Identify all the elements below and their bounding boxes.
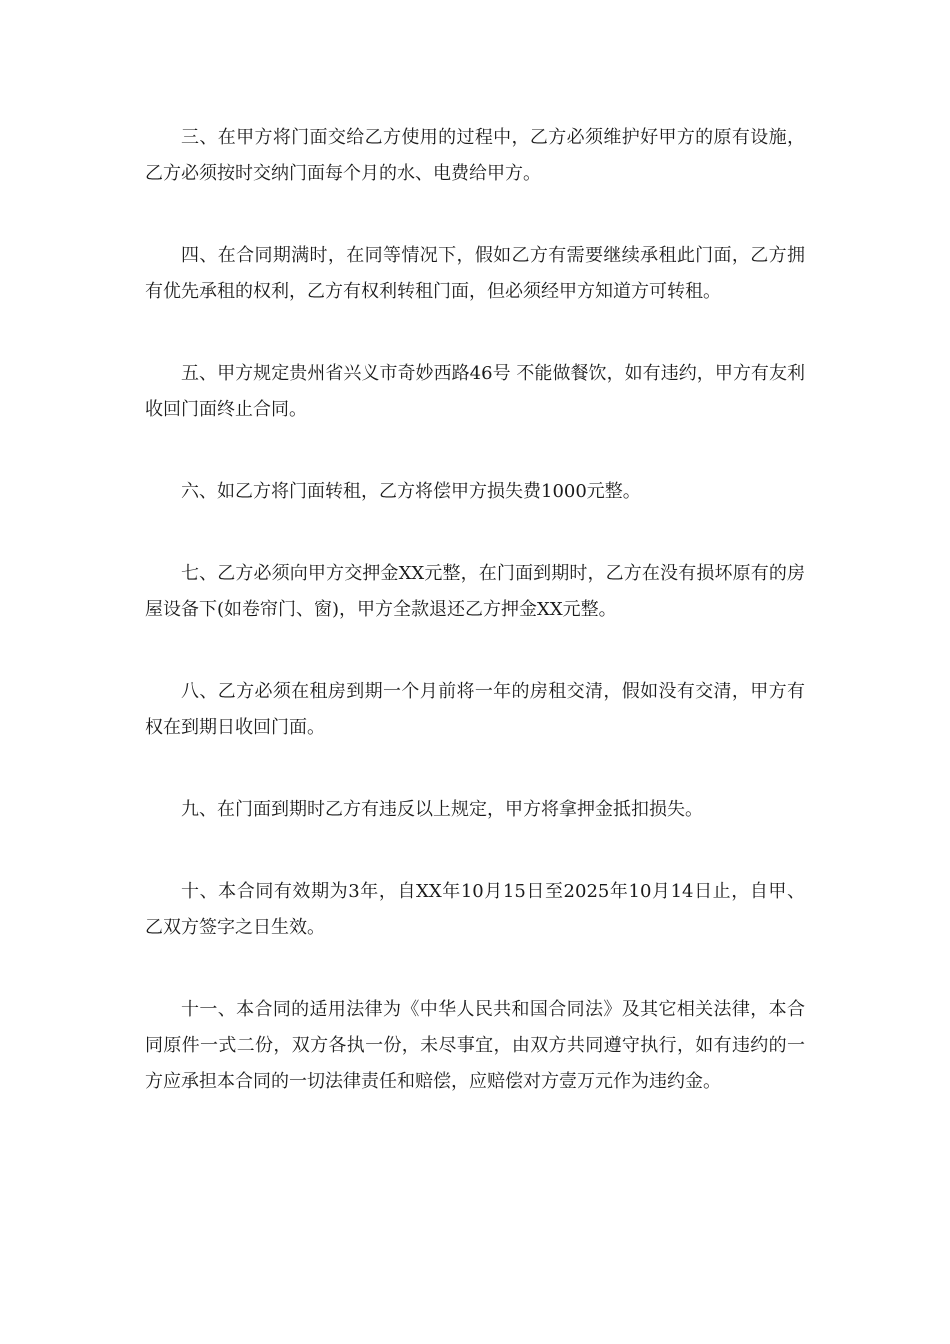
clause-5: 五、甲方规定贵州省兴义市奇妙西路46号 不能做餐饮，如有违约，甲方有友利收回门面终止合同。	[145, 363, 805, 420]
clause-6: 六、如乙方将门面转租，乙方将偿甲方损失费1000元整。	[181, 481, 641, 502]
clause-9: 九、在门面到期时乙方有违反以上规定，甲方将拿押金抵扣损失。	[181, 799, 703, 820]
clause-8: 八、乙方必须在租房到期一个月前将一年的房租交清，假如没有交清，甲方有权在到期日收回门面。	[145, 681, 805, 738]
clause-11: 十一、本合同的适用法律为《中华人民共和国合同法》及其它相关法律，本合同原件一式二份，双方各执一份，未尽事宜，由双方共同遵守执行，如有违约的一方应承担本合同的一切法律责任和赔偿，应赔偿对方壹万元作为违约金。	[145, 999, 805, 1092]
clause-4: 四、在合同期满时，在同等情况下，假如乙方有需要继续承租此门面，乙方拥有优先承租的权利，乙方有权利转租门面，但必须经甲方知道方可转租。	[145, 245, 805, 302]
contract-body	[145, 120, 805, 1100]
clause-3: 三、在甲方将门面交给乙方使用的过程中，乙方必须维护好甲方的原有设施，乙方必须按时交纳门面每个月的水、电费给甲方。	[145, 127, 805, 184]
clause-7: 七、乙方必须向甲方交押金XX元整，在门面到期时，乙方在没有损坏原有的房屋设备下(如卷帘门、窗)，甲方全款退还乙方押金XX元整。	[145, 563, 805, 620]
clause-10: 十、本合同有效期为3年，自XX年10月15日至2025年10月14日止，自甲、乙双方签字之日生效。	[145, 881, 805, 938]
